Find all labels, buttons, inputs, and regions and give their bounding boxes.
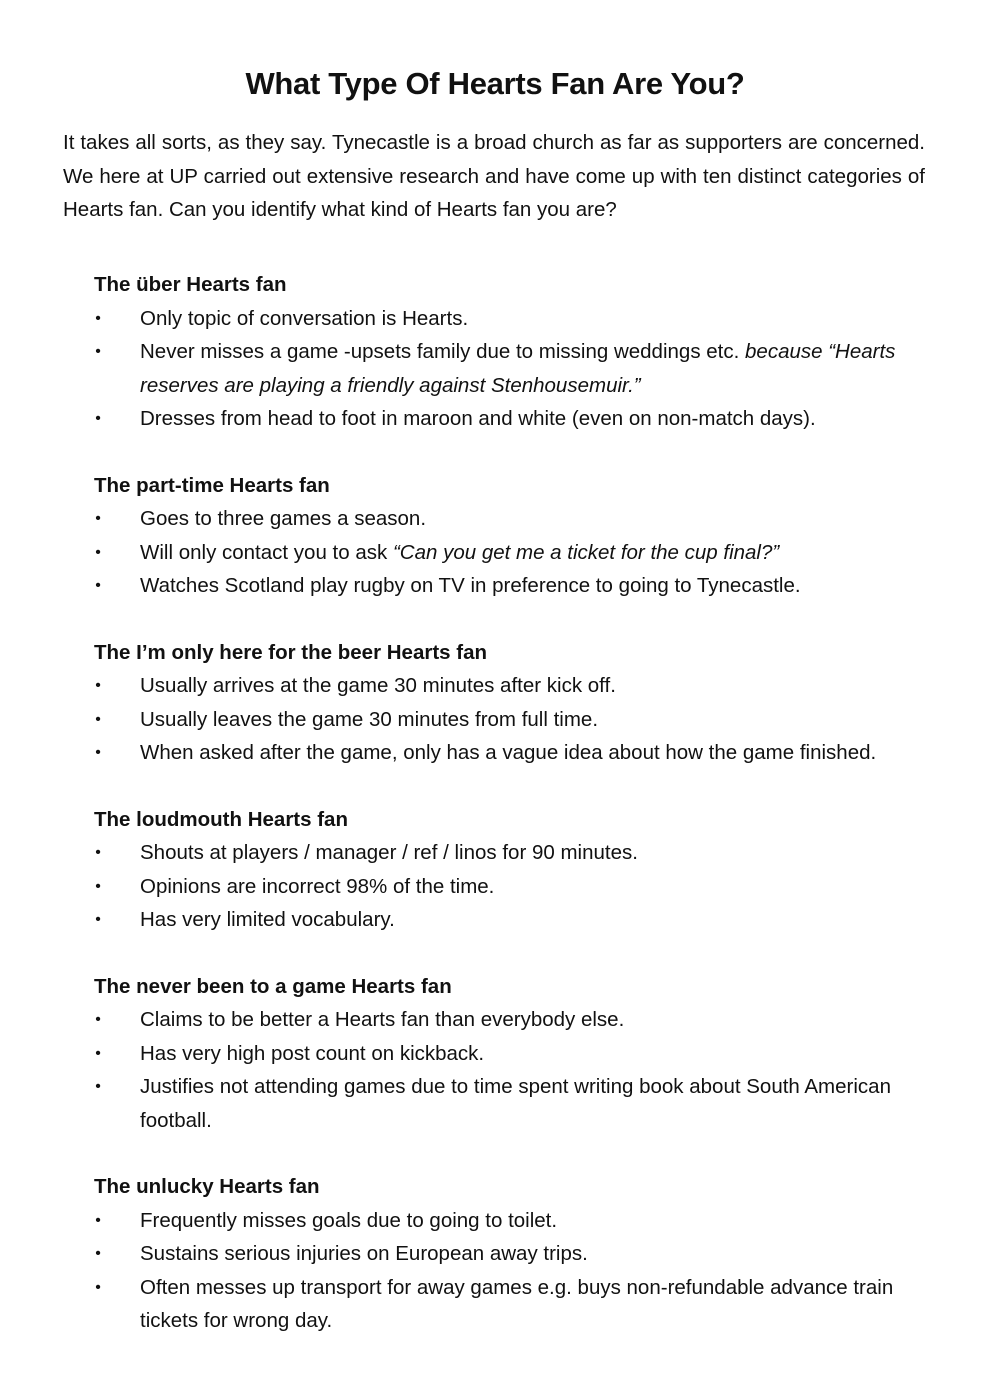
item-text: Watches Scotland play rugby on TV in preference to going to Tynecastle. [140, 574, 801, 597]
list-item [0, 569, 910, 603]
list-item [0, 1003, 910, 1037]
item-text: Will only contact you to ask [140, 540, 393, 564]
list-item [0, 703, 910, 737]
item-italic-text: because “Hearts reserves are playing a friendly against Stenhousemuir.” [140, 340, 896, 397]
item-text: Only topic of conversation is Hearts. [140, 306, 469, 330]
bullet-icon: • [95, 744, 101, 761]
bullet-icon: • [95, 911, 101, 928]
bullet-icon: • [95, 1278, 101, 1296]
fan-category-section [0, 268, 990, 436]
bullet-icon: • [95, 1078, 101, 1095]
item-text: Usually leaves the game 30 minutes from full time. [140, 707, 599, 731]
list-item [0, 402, 910, 436]
list-item [0, 736, 910, 770]
bullet-icon: • [95, 710, 101, 728]
item-text: Sustains serious injuries on European away trips. [140, 1242, 588, 1265]
list-item [0, 536, 910, 570]
item-text: Justifies not attending games due to time spent writing book about South American football. [140, 1075, 891, 1132]
bullet-list [0, 1003, 990, 1137]
bullet-icon: • [95, 1011, 101, 1028]
item-text: Usually arrives at the game 30 minutes after kick off. [140, 674, 616, 697]
intro-paragraph: It takes all sorts, as they say. Tynecastle is a broad church as far as supporters are concerned. We here at UP carried out extensive research and have come up with ten distinct categories of Hearts fan. Can you identify what kind of Hearts fan you are? [63, 131, 925, 221]
item-text: Never misses a game -upsets family due to missing weddings etc. [140, 340, 746, 363]
bullet-list [0, 302, 990, 436]
bullet-icon: • [95, 309, 101, 327]
section-heading: The part-time Hearts fan [94, 473, 330, 497]
bullet-icon: • [95, 1211, 101, 1229]
section-heading: The loudmouth Hearts fan [94, 807, 348, 831]
list-item [0, 335, 910, 402]
fan-categories [0, 268, 990, 1371]
item-text: Often messes up transport for away games e.g. buys non-refundable advance train tickets for wrong day. [140, 1275, 894, 1332]
section-heading: The über Hearts fan [94, 273, 287, 296]
item-text: Claims to be better a Hearts fan than everybody else. [140, 1008, 625, 1031]
section-heading: The never been to a game Hearts fan [94, 974, 452, 998]
bullet-icon: • [95, 844, 101, 861]
item-text: Opinions are incorrect 98% of the time. [140, 874, 495, 898]
list-item [0, 502, 910, 536]
item-text: Dresses from head to foot in maroon and white (even on non-match days). [140, 407, 816, 430]
bullet-icon: • [95, 543, 101, 561]
fan-category-section [0, 469, 990, 603]
bullet-icon: • [95, 877, 101, 895]
list-item [0, 903, 910, 937]
item-italic-text: “Can you get me a ticket for the cup final?” [392, 540, 780, 564]
fan-category-section [0, 1170, 990, 1338]
bullet-list [0, 669, 990, 770]
item-text: Goes to three games a season. [140, 507, 427, 530]
bullet-icon: • [95, 677, 101, 694]
section-heading: The I’m only here for the beer Hearts fan [94, 640, 488, 664]
item-text: When asked after the game, only has a vague idea about how the game finished. [140, 741, 877, 764]
page-title: What Type Of Hearts Fan Are You? [245, 66, 745, 101]
section-heading: The unlucky Hearts fan [94, 1175, 320, 1198]
list-item [0, 870, 910, 904]
bullet-icon: • [95, 410, 101, 427]
bullet-list [0, 836, 990, 937]
bullet-list [0, 1204, 990, 1338]
list-item [0, 1037, 910, 1071]
bullet-icon: • [95, 1245, 101, 1262]
list-item [0, 1271, 910, 1338]
bullet-icon: • [95, 1044, 101, 1062]
bullet-icon: • [95, 577, 101, 594]
item-text: Shouts at players / manager / ref / linos for 90 minutes. [140, 841, 638, 864]
item-text: Has very high post count on kickback. [140, 1041, 485, 1065]
fan-category-section [0, 636, 990, 770]
bullet-icon: • [95, 510, 101, 527]
list-item [0, 669, 910, 703]
item-text: Has very limited vocabulary. [140, 908, 395, 931]
list-item [0, 302, 910, 336]
bullet-list [0, 502, 990, 603]
fan-category-section [0, 970, 990, 1138]
list-item [0, 1070, 910, 1137]
item-text: Frequently misses goals due to going to toilet. [140, 1208, 558, 1232]
list-item [0, 1204, 910, 1238]
list-item [0, 1237, 910, 1271]
bullet-icon: • [95, 343, 101, 360]
fan-category-section [0, 803, 990, 937]
list-item [0, 836, 910, 870]
